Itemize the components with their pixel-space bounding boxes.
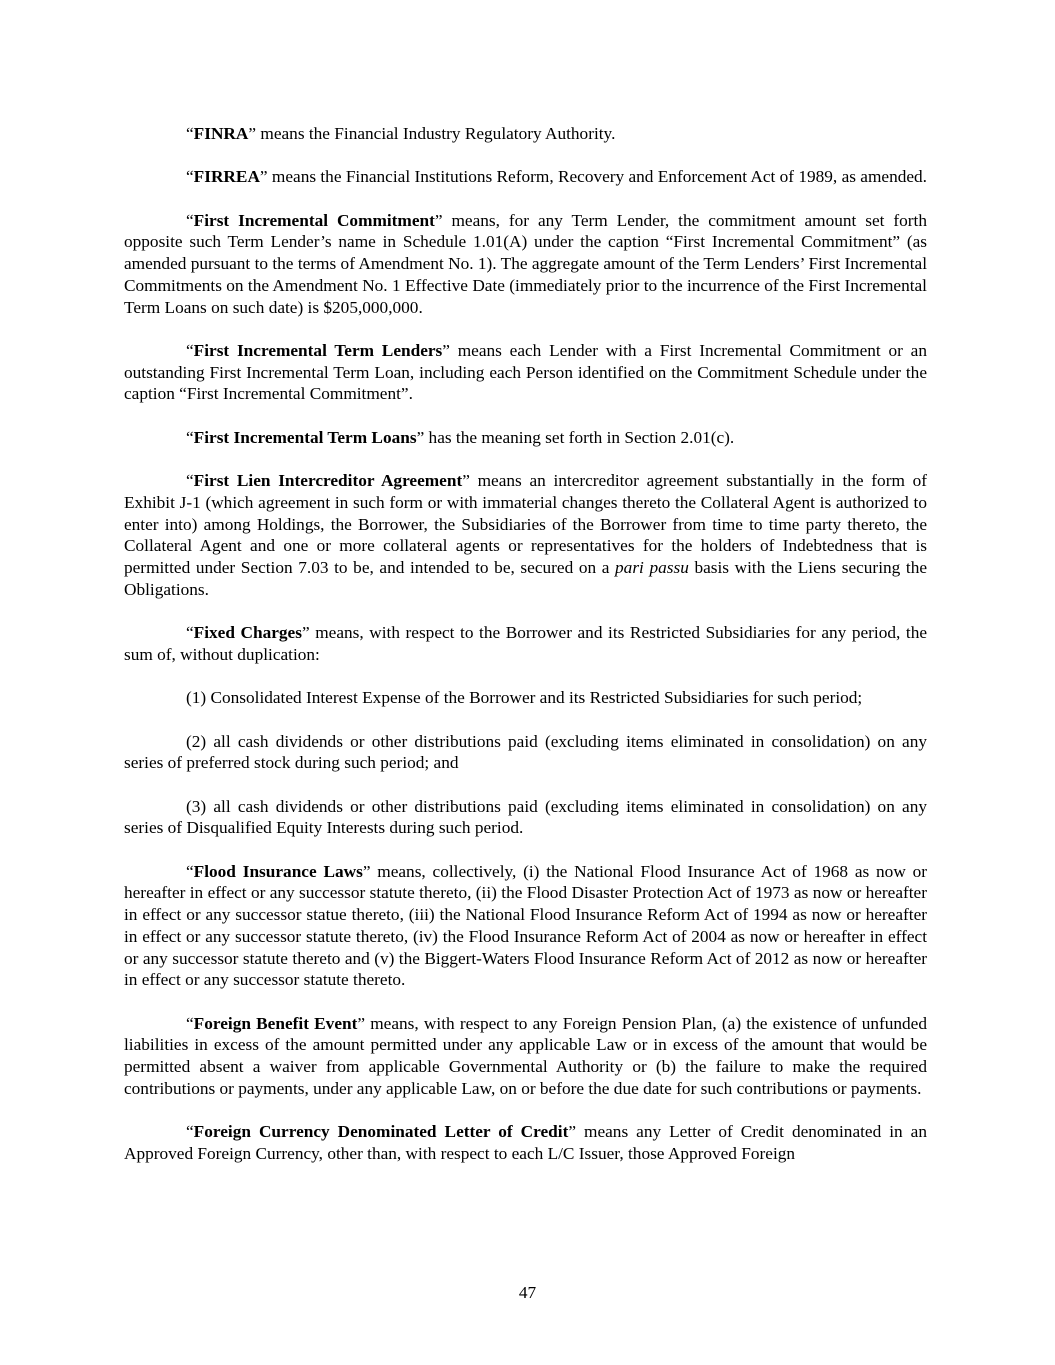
page-number: 47 [518, 1283, 537, 1302]
definition-text: ” means, with respect to any Foreign Pension Plan, (a) the existence of unfunded liabilities in excess of the amount permitted under any applicable Law or in excess of the amount that would be permitted absent a waiver from applicable Governmental Authority or (b) the failure to make the required contributions or payments, under any applicable Law, on or before the due date for such contributions or payments. [124, 1013, 927, 1098]
definition-text: ” means each Lender with a First Incremental Commitment or an outstanding First Incremental Term Loan, including each Person identified on the Commitment Schedule under the caption “First Incremental Commitment”. [124, 340, 927, 404]
definition-firrea [124, 166, 927, 188]
defined-term: Foreign Currency Denominated Letter of Credit [193, 1122, 569, 1142]
definition-flood-insurance-laws [124, 861, 927, 991]
defined-term: First Incremental Term Loans [193, 427, 417, 447]
defined-term: FIRREA [193, 167, 260, 187]
definition-fixed-charges [124, 622, 927, 665]
defined-term: FINRA [193, 124, 249, 143]
open-quote: “ [186, 427, 194, 447]
definition-first-incremental-term-lenders [124, 340, 927, 405]
defined-term: Foreign Benefit Event [193, 1013, 358, 1033]
open-quote: “ [186, 1122, 194, 1142]
defined-term: Fixed Charges [193, 623, 302, 643]
definition-text: ” means, for any Term Lender, the commitment amount set forth opposite such Term Lender’s name in Schedule 1.01(A) under the caption “First Incremental Commitment” (as amended pursuant to the terms of Amendment No. 1). The aggregate amount of the Term Lenders’ First Incremental Commitments on the Amendment No. 1 Effective Date (immediately prior to the incurrence of the First Incremental Term Loans on such date) is $205,000,000. [124, 210, 927, 317]
open-quote: “ [186, 471, 194, 491]
fixed-charges-clause-3: (3) all cash dividends or other distributions paid (excluding items eliminated in consolidation) on any series of Disqualified Equity Interests during such period. [124, 796, 927, 838]
definition-text: ” means the Financial Institutions Reform, Recovery and Enforcement Act of 1989, as amended. [259, 167, 927, 187]
open-quote: “ [186, 167, 194, 187]
definition-foreign-currency-denominated-letter-of-credit [124, 1121, 927, 1164]
open-quote: “ [186, 861, 194, 881]
definition-text: ” means any Letter of Credit denominated in an Approved Foreign Currency, other than, with respect to each L/C Issuer, those Approved Foreign [124, 1122, 927, 1163]
definition-first-incremental-commitment [124, 210, 927, 319]
definition-first-incremental-term-loans [124, 427, 927, 449]
italic-term: pari passu [615, 557, 689, 577]
document-page [124, 123, 927, 1186]
definition-finra [124, 123, 927, 145]
definition-foreign-benefit-event [124, 1013, 927, 1100]
definition-text: ” has the meaning set forth in Section 2.01(c). [416, 427, 735, 447]
definition-text: ” means, collectively, (i) the National Flood Insurance Act of 1968 as now or hereafter in effect or any successor statute thereto, (ii) the Flood Disaster Protection Act of 1973 as now or hereafter in effect or any successor statue thereto, (iii) the National Flood Insurance Reform Act of 1994 as now or hereafter in effect or any successor statute thereto, (iv) the Flood Insurance Reform Act of 2004 as now or hereafter in effect or any successor statute thereto and (v) the Biggert-Waters Flood Insurance Reform Act of 2012 as now or hereafter in effect or any successor statute thereto. [124, 861, 927, 990]
open-quote: “ [186, 1013, 194, 1033]
definition-text: ” means, with respect to the Borrower and its Restricted Subsidiaries for any period, the sum of, without duplication: [124, 623, 928, 664]
fixed-charges-clause-2: (2) all cash dividends or other distributions paid (excluding items eliminated in consolidation) on any series of preferred stock during such period; and [124, 731, 927, 773]
open-quote: “ [186, 124, 194, 143]
definition-text-continued: basis with the Liens securing the Obligations. [124, 557, 928, 599]
defined-term: Flood Insurance Laws [193, 861, 363, 881]
definition-first-lien-intercreditor-agreement [124, 470, 927, 600]
defined-term: First Incremental Commitment [193, 210, 435, 230]
open-quote: “ [186, 210, 194, 230]
definition-text: ” means an intercreditor agreement substantially in the form of Exhibit J-1 (which agreement in such form or with immaterial changes thereto the Collateral Agent is authorized to enter into) among Holdings, the Borrower, the Subsidiaries of the Borrower from time to time party thereto, the Collateral Agent and one or more collateral agents or representatives for the holders of Indebtedness that is permitted under Section 7.03 to be, and intended to be, secured on a [124, 471, 927, 577]
open-quote: “ [186, 340, 194, 360]
definition-text: ” means the Financial Industry Regulatory Authority. [248, 124, 616, 143]
fixed-charges-clause-1: (1) Consolidated Interest Expense of the Borrower and its Restricted Subsidiaries for such period; [186, 688, 863, 708]
defined-term: First Incremental Term Lenders [193, 340, 443, 360]
open-quote: “ [186, 623, 194, 643]
defined-term: First Lien Intercreditor Agreement [193, 471, 463, 491]
